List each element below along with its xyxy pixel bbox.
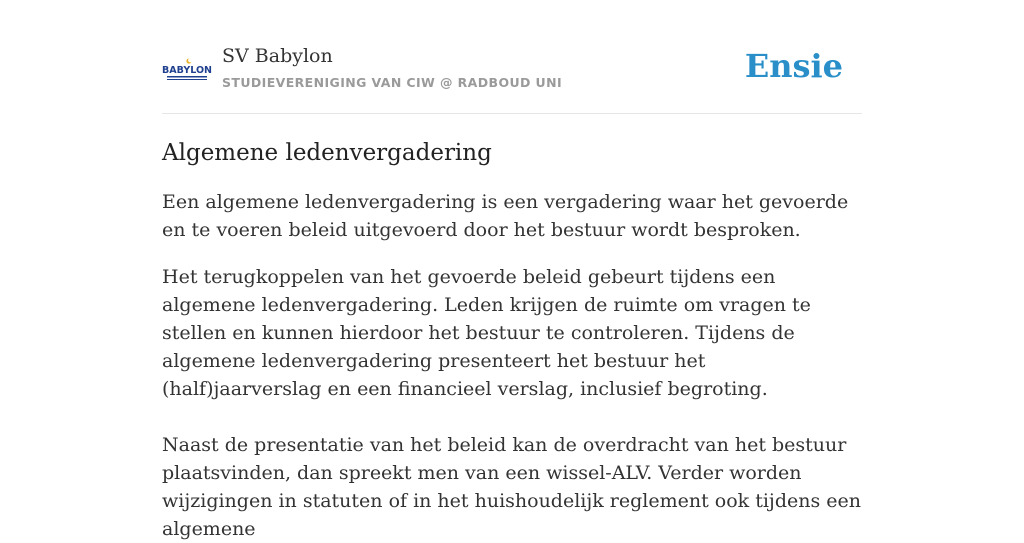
- article-paragraph: Het terugkoppelen van het gevoerde beleid gebeurt tijdens een algemene ledenvergadering. Leden krijgen de ruimte om vragen te stellen en kunnen hierdoor het bestuur te controleren. Tijdens de algemene ledenvergadering presenteert het bestuur het (half)jaarverslag en een financieel verslag, inclusief begroting.: [162, 266, 811, 400]
- logo-text: BABYLON: [162, 65, 212, 76]
- site-header: [162, 0, 862, 114]
- article-paragraph: Naast de presentatie van het beleid kan de overdracht van het bestuur plaatsvinden, dan spreekt men van een wissel-ALV. Verder worden wijzigingen in statuten of in het huishoudelijk reglement ook tijdens een algemene: [162, 434, 861, 540]
- page-title: Algemene ledenvergadering: [162, 140, 492, 166]
- article-paragraph: Een algemene ledenvergadering is een vergadering waar het gevoerde en te voeren beleid uitgevoerd door het bestuur wordt besproken.: [162, 191, 849, 241]
- ensie-logo-link[interactable]: Ensie: [744, 47, 843, 85]
- page: [162, 0, 862, 543]
- org-subtitle: STUDIEVERENIGING VAN CIW @ RADBOUD UNI: [222, 75, 563, 90]
- org-name[interactable]: SV Babylon: [222, 45, 333, 67]
- babylon-logo: [162, 57, 212, 83]
